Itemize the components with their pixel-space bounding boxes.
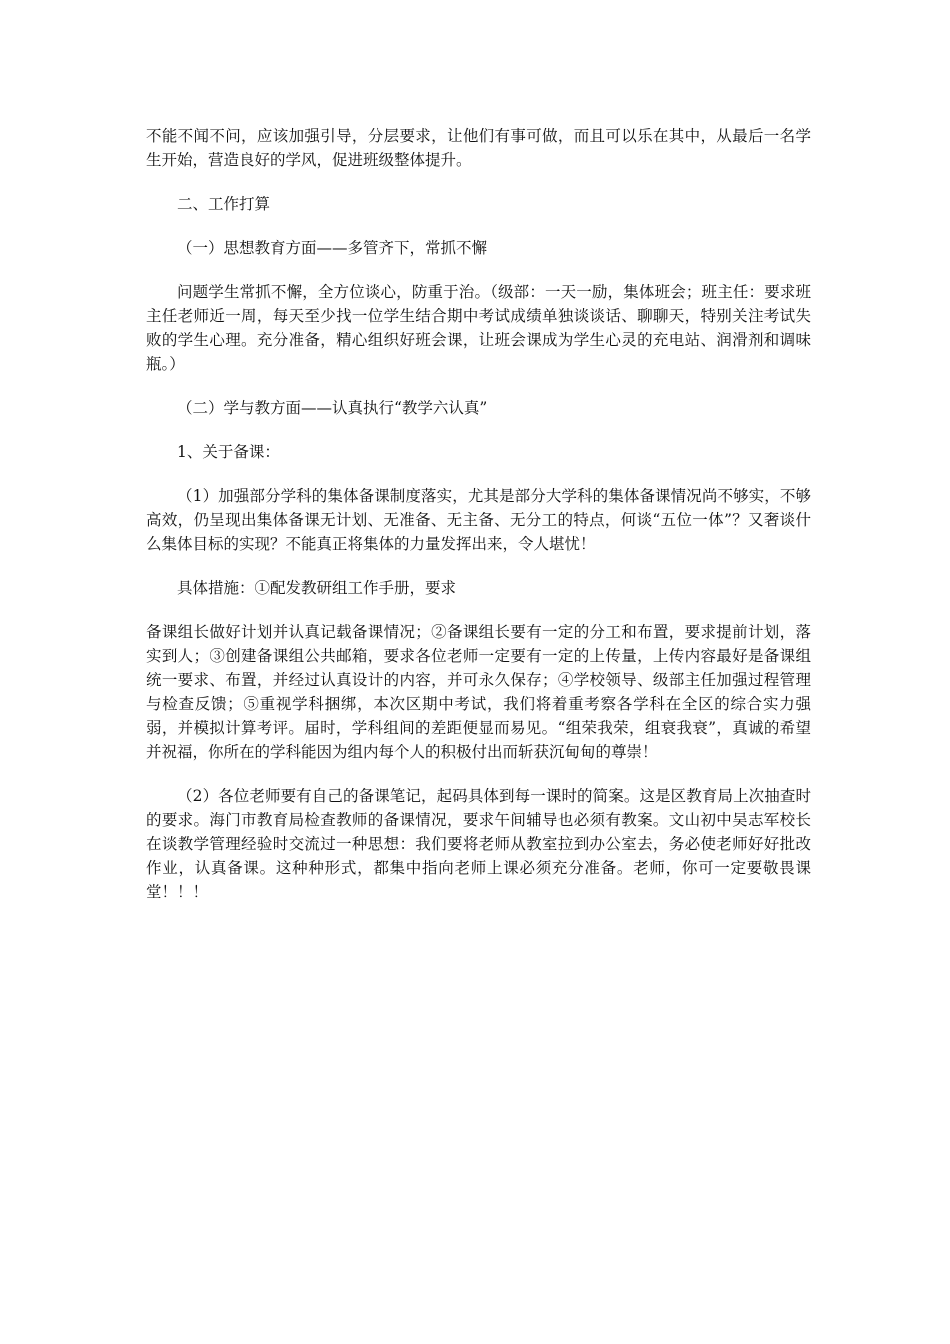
item-heading-lesson-preparation: 1、关于备课： — [177, 443, 280, 461]
subsection-heading-ideological-education: （一）思想教育方面——多管齐下，常抓不懈 — [177, 239, 488, 257]
paragraph-specific-measures: 具体措施：①配发教研组工作手册，要求 — [177, 579, 457, 597]
document-body — [146, 124, 811, 904]
section-heading-work-plan: 二、工作打算 — [177, 195, 271, 213]
paragraph-problem-students: 问题学生常抓不懈，全方位谈心，防重于治。（级部：一天一励，集体班会；班主任：要求班主任老师近一周，每天至少找一位学生结合期中考试成绩单独谈谈话、聊聊天，特别关注考试失败的学生心理。充分准备，精心组织好班会课，让班会课成为学生心灵的充电站、润滑剂和调味瓶。） — [146, 283, 811, 373]
paragraph-continuation: 不能不闻不问，应该加强引导，分层要求，让他们有事可做，而且可以乐在其中，从最后一名学生开始，营造良好的学风，促进班级整体提升。 — [146, 127, 811, 169]
paragraph-preparation-notes: （2）各位老师要有自己的备课笔记，起码具体到每一课时的简案。这是区教育局上次抽查时的要求。海门市教育局检查教师的备课情况，要求午间辅导也必须有教案。文山初中吴志军校长在谈教学管理经验时交流过一种思想：我们要将老师从教室拉到办公室去，务必使老师好好批改作业，认真备课。这种种形式，都集中指向老师上课必须充分准备。老师，你可一定要敬畏课堂！！！ — [146, 787, 811, 901]
paragraph-collective-preparation: （1）加强部分学科的集体备课制度落实，尤其是部分大学科的集体备课情况尚不够实，不够高效，仍呈现出集体备课无计划、无准备、无主备、无分工的特点，何谈“五位一体”？又奢谈什么集体目标的实现？不能真正将集体的力量发挥出来，令人堪忧！ — [146, 487, 811, 553]
subsection-heading-learning-teaching: （二）学与教方面——认真执行“教学六认真” — [177, 399, 488, 417]
paragraph-measures-detail: 备课组长做好计划并认真记载备课情况；②备课组长要有一定的分工和布置，要求提前计划，落实到人；③创建备课组公共邮箱，要求各位老师一定要有一定的上传量，上传内容最好是备课组统一要求、布置，并经过认真设计的内容，并可永久保存；④学校领导、级部主任加强过程管理与检查反馈；⑤重视学科捆绑，本次区期中考试，我们将着重考察各学科在全区的综合实力强弱，并模拟计算考评。届时，学科组间的差距便显而易见。“组荣我荣，组衰我衰”，真诚的希望并祝福，你所在的学科能因为组内每个人的积极付出而斩获沉甸甸的尊崇！ — [146, 623, 811, 761]
